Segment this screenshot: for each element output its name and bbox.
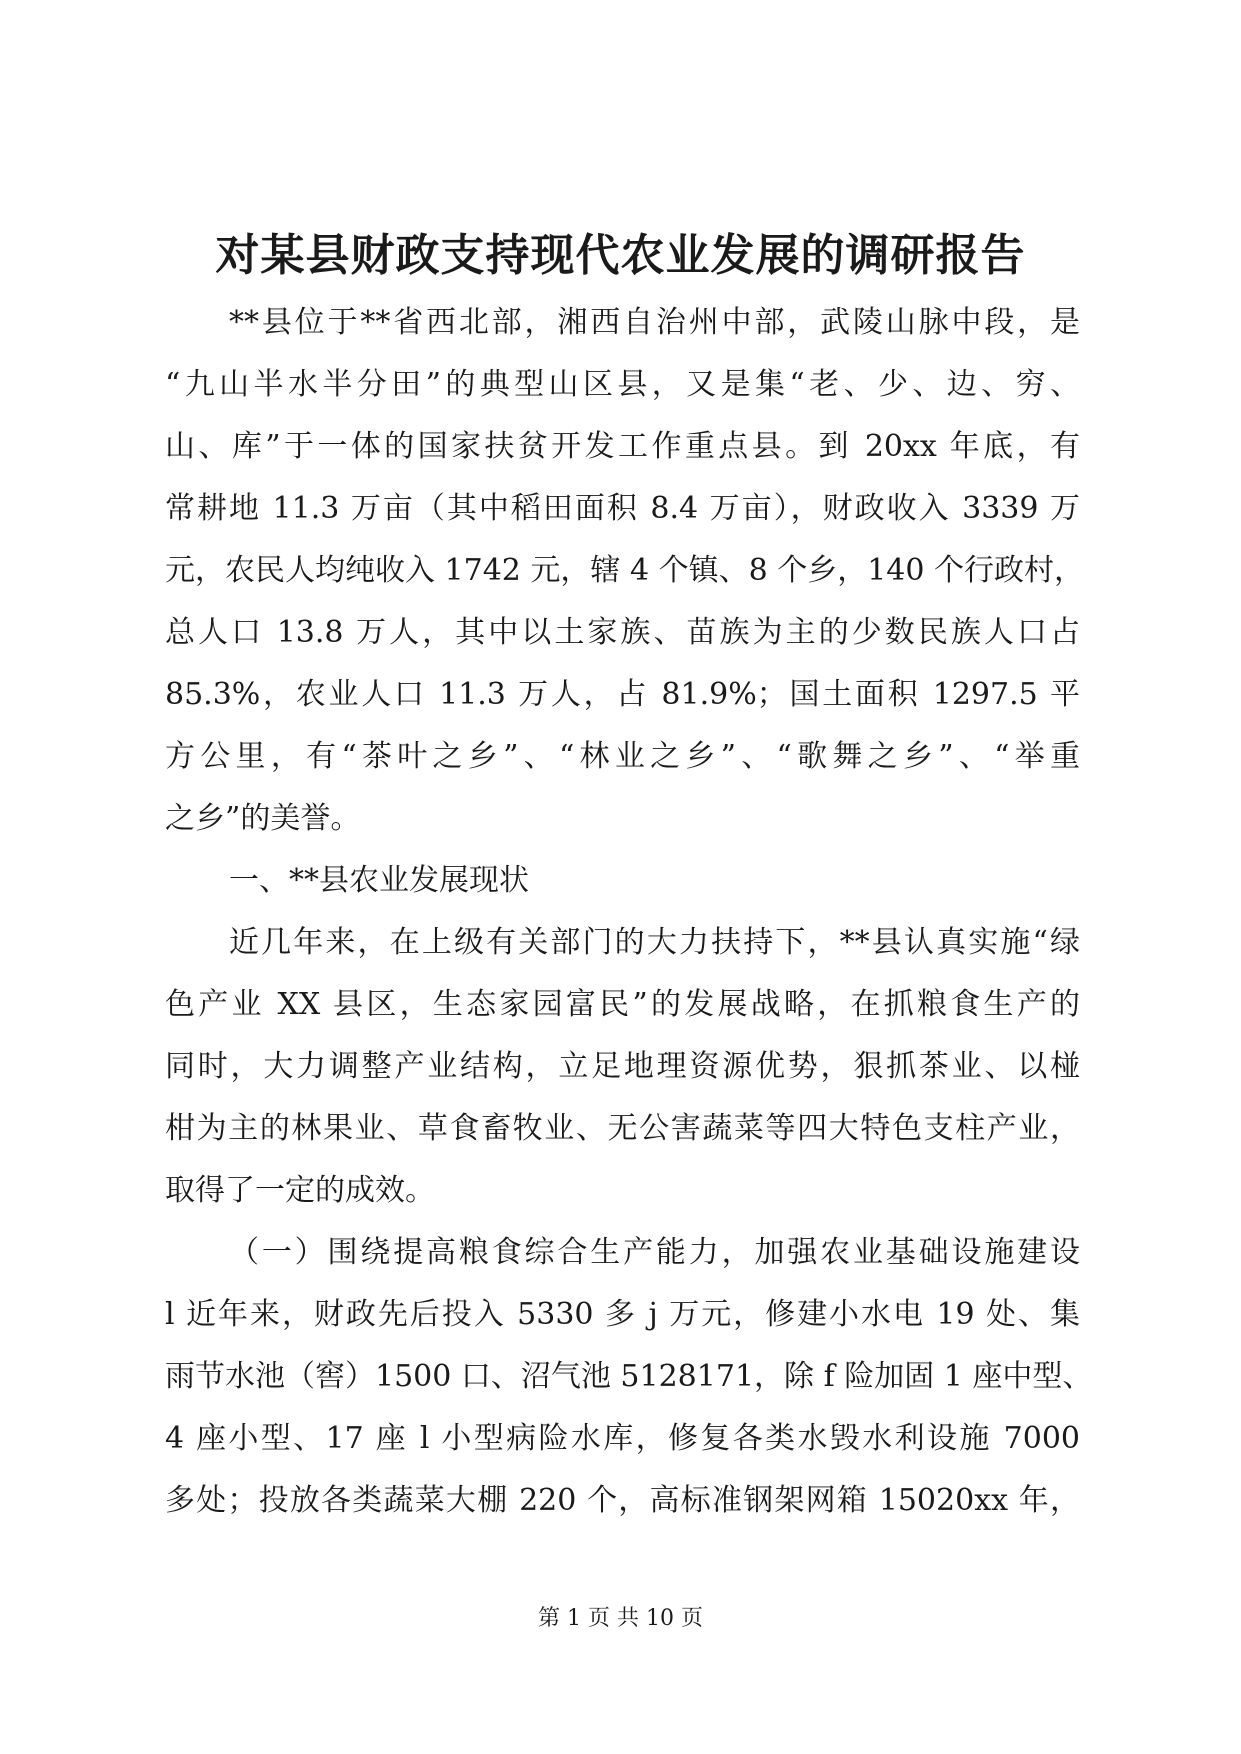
paragraph-line: 总人口 13.8 万人，其中以土家族、苗族为主的少数民族人口占: [165, 615, 1080, 650]
paragraph-line: 4 座小型、17 座 l 小型病险水库，修复各类水毁水利设施 7000: [165, 1421, 1080, 1456]
paragraph-line: 近几年来，在上级有关部门的大力扶持下，**县认真实施“绿: [229, 925, 1080, 960]
paragraph-line: 方公里，有“茶叶之乡”、“林业之乡”、“歌舞之乡”、“举重: [165, 739, 1080, 774]
paragraph-line: **县位于**省西北部，湘西自治州中部，武陵山脉中段，是: [229, 305, 1080, 340]
paragraph-line: 元，农民人均纯收入 1742 元，辖 4 个镇、8 个乡，140 个行政村，: [165, 553, 1084, 588]
paragraph-line: l 近年来，财政先后投入 5330 多 j 万元，修建小水电 19 处、集: [165, 1297, 1080, 1332]
section-heading: 一、**县农业发展现状: [229, 863, 529, 898]
paragraph-line: 常耕地 11.3 万亩（其中稻田面积 8.4 万亩），财政收入 3339 万: [165, 491, 1080, 526]
paragraph-line: “九山半水半分田”的典型山区县，又是集“老、少、边、穷、: [165, 367, 1080, 402]
paragraph-line: 雨节水池（窖）1500 口、沼气池 5128171，除 f 险加固 1 座中型、: [165, 1359, 1093, 1394]
page-number-footer: 第 1 页 共 10 页: [538, 1606, 703, 1631]
paragraph-line: 85.3%，农业人口 11.3 万人，占 81.9%；国土面积 1297.5 平: [165, 677, 1080, 712]
paragraph-line: 同时，大力调整产业结构，立足地理资源优势，狠抓茶业、以椪: [165, 1049, 1080, 1084]
body-paragraphs: [165, 292, 1093, 1532]
paragraph-line: （一）围绕提高粮食综合生产能力，加强农业基础设施建设: [229, 1235, 1080, 1270]
paragraph-line: 多处；投放各类蔬菜大棚 220 个，高标准钢架网箱 15020xx 年，: [165, 1483, 1080, 1518]
paragraph-line: 山、库”于一体的国家扶贫开发工作重点县。到 20xx 年底，有: [165, 429, 1080, 464]
paragraph-line: 取得了一定的成效。: [165, 1173, 435, 1208]
page-title: 对某县财政支持现代农业发展的调研报告: [215, 230, 1026, 281]
paragraph-line: 柑为主的林果业、草食畜牧业、无公害蔬菜等四大特色支柱产业，: [165, 1111, 1080, 1146]
paragraph-line: 色产业 XX 县区，生态家园富民”的发展战略，在抓粮食生产的: [165, 987, 1080, 1022]
paragraph-line: 之乡”的美誉。: [165, 801, 361, 836]
